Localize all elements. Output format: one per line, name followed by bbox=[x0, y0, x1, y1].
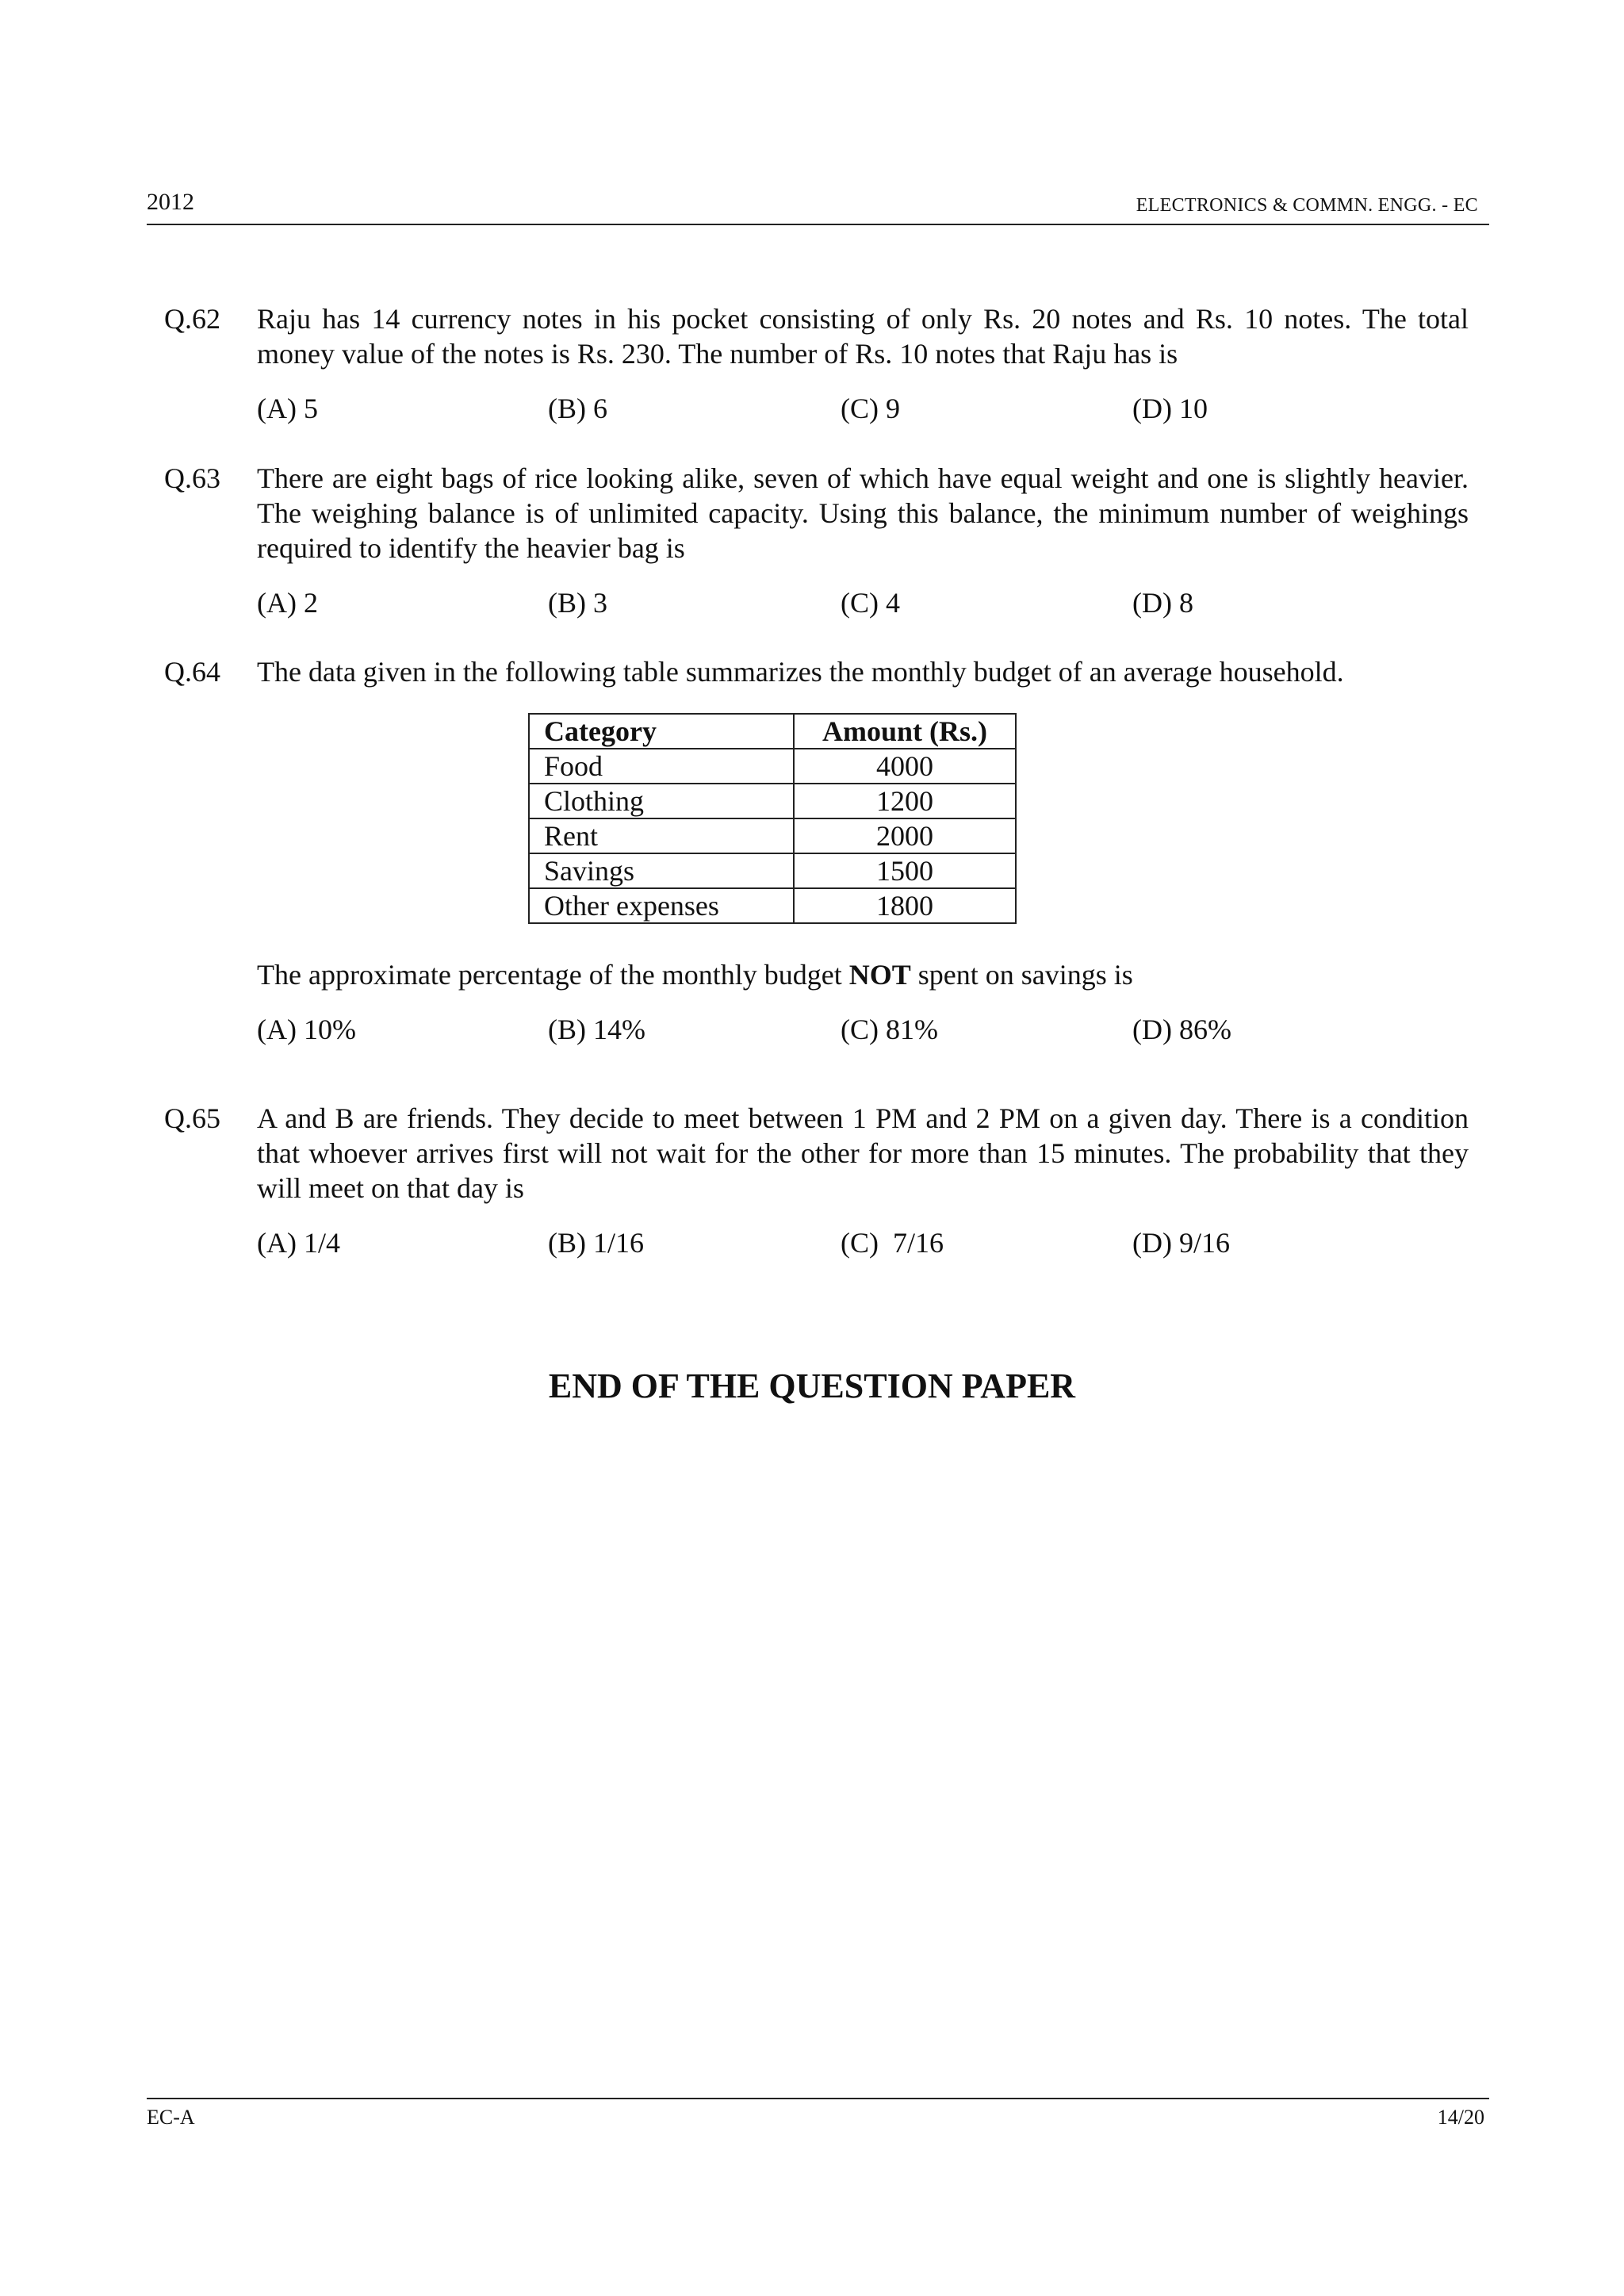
table-header-row bbox=[529, 714, 1016, 749]
option-b: (B) 1/16 bbox=[548, 1227, 644, 1259]
table-row bbox=[529, 749, 1016, 784]
option-c: (C) 4 bbox=[841, 587, 900, 619]
amount-cell: 1800 bbox=[794, 888, 1016, 923]
option-list bbox=[257, 1012, 1469, 1047]
page-footer bbox=[147, 2098, 1489, 2129]
option-d: (D) 8 bbox=[1132, 587, 1193, 619]
question-number: Q.63 bbox=[164, 462, 220, 494]
paper-code: EC-A bbox=[147, 2106, 195, 2129]
amount-cell: 2000 bbox=[794, 818, 1016, 853]
question-62 bbox=[164, 301, 1469, 426]
category-cell: Rent bbox=[529, 818, 794, 853]
option-list bbox=[257, 391, 1469, 426]
question-followup-text bbox=[257, 957, 1469, 992]
option-list bbox=[257, 1225, 1469, 1260]
option-b: (B) 6 bbox=[548, 393, 607, 424]
category-cell: Clothing bbox=[529, 784, 794, 818]
table-row bbox=[529, 853, 1016, 888]
option-a: (A) 5 bbox=[257, 393, 318, 424]
option-c: (C) 7/16 bbox=[841, 1227, 944, 1259]
followup-suffix: spent on savings is bbox=[910, 959, 1133, 991]
option-a: (A) 1/4 bbox=[257, 1227, 340, 1259]
option-d: (D) 10 bbox=[1132, 393, 1208, 424]
option-b: (B) 3 bbox=[548, 587, 607, 619]
option-d: (D) 86% bbox=[1132, 1014, 1231, 1045]
option-b: (B) 14% bbox=[548, 1014, 645, 1045]
question-number: Q.64 bbox=[164, 656, 220, 688]
followup-prefix: The approximate percentage of the monthly budget bbox=[257, 959, 849, 991]
amount-cell: 1500 bbox=[794, 853, 1016, 888]
amount-cell: 4000 bbox=[794, 749, 1016, 784]
exam-year: 2012 bbox=[147, 189, 194, 215]
question-text: A and B are friends. They decide to meet between 1 PM and 2 PM on a given day. There is a condition that whoever arrives first will not wait for the other for more than 15 minutes. The probability that they will meet on that day is bbox=[257, 1102, 1469, 1204]
option-c: (C) 81% bbox=[841, 1014, 938, 1045]
category-cell: Food bbox=[529, 749, 794, 784]
exam-subject: ELECTRONICS & COMMN. ENGG. - EC bbox=[1136, 195, 1478, 216]
table-row bbox=[529, 784, 1016, 818]
option-d: (D) 9/16 bbox=[1132, 1227, 1230, 1259]
option-a: (A) 10% bbox=[257, 1014, 356, 1045]
budget-table bbox=[528, 713, 1017, 924]
option-c: (C) 9 bbox=[841, 393, 900, 424]
column-header-category: Category bbox=[529, 714, 794, 749]
page-header bbox=[147, 189, 1489, 225]
page-number: 14/20 bbox=[1437, 2106, 1484, 2129]
category-cell: Other expenses bbox=[529, 888, 794, 923]
column-header-amount: Amount (Rs.) bbox=[794, 714, 1016, 749]
question-text: The data given in the following table summarizes the monthly budget of an average household. bbox=[257, 656, 1344, 688]
question-number: Q.62 bbox=[164, 303, 220, 335]
option-a: (A) 2 bbox=[257, 587, 318, 619]
end-of-paper-title: END OF THE QUESTION PAPER bbox=[548, 1366, 1076, 1405]
question-63 bbox=[164, 461, 1469, 620]
question-64 bbox=[164, 654, 1469, 1047]
question-text: There are eight bags of rice looking alike, seven of which have equal weight and one is slightly heavier. The weighing balance is of unlimited capacity. Using this balance, the minimum number of weighings required to identify the heavier bag is bbox=[257, 462, 1469, 564]
table-row bbox=[529, 888, 1016, 923]
table-row bbox=[529, 818, 1016, 853]
amount-cell: 1200 bbox=[794, 784, 1016, 818]
budget-table-wrap bbox=[528, 713, 1469, 924]
category-cell: Savings bbox=[529, 853, 794, 888]
followup-emphasis: NOT bbox=[848, 959, 911, 991]
question-number: Q.65 bbox=[164, 1102, 220, 1134]
question-65 bbox=[164, 1101, 1469, 1260]
option-list bbox=[257, 585, 1469, 620]
question-text: Raju has 14 currency notes in his pocket consisting of only Rs. 20 notes and Rs. 10 notes. The total money value of the notes is Rs. 230. The number of Rs. 10 notes that Raju has is bbox=[257, 303, 1469, 370]
